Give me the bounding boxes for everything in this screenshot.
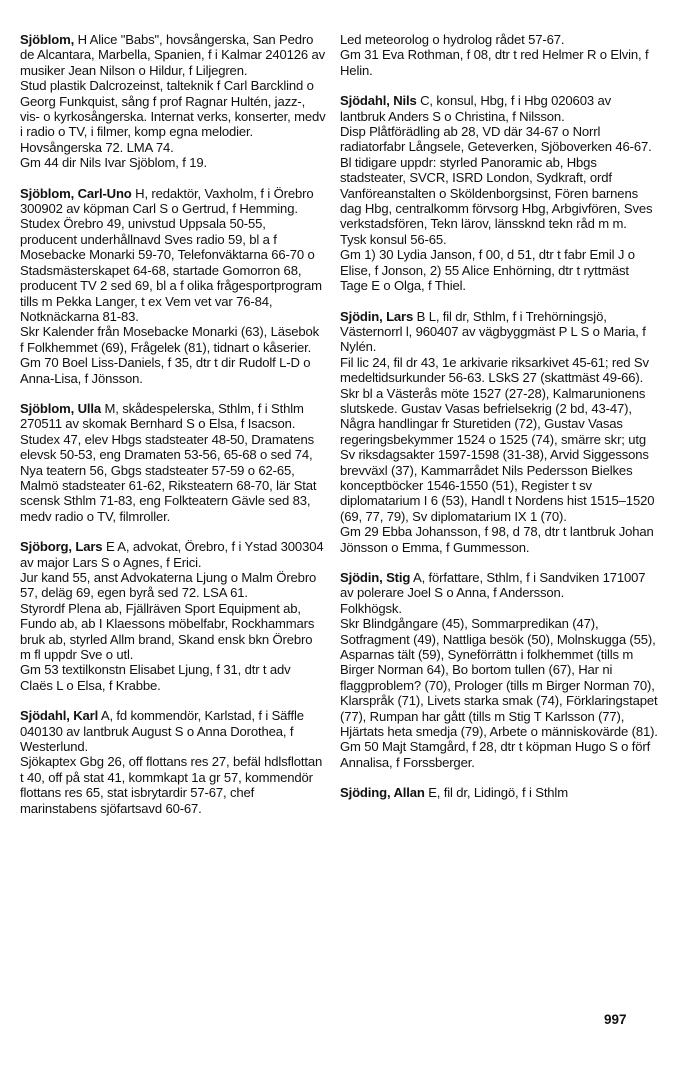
entry-text: Bl tidigare uppdr: styrled Panoramic ab, Hbgs stadsteater, SVCR, ISRD London, Sydkraft, ordf Vanföreanstalten o Sköldenborgsinst, Fören barnens dag Hbg, centralkomm förvsorg Hbg, Arbgivfören, Sves verkstadsfören, Tekn lärov, länssknd tekn råd m m.	[340, 154, 653, 232]
biography-entry	[340, 309, 658, 556]
biography-entry	[340, 570, 658, 770]
entry-name: Sjödahl, Karl	[20, 708, 99, 724]
entry-name: Sjödin, Lars	[340, 308, 414, 324]
entry-paragraph	[20, 601, 326, 663]
entry-paragraph	[20, 216, 326, 324]
entry-text: B L, fil dr, Sthlm, f i Trehörningsjö, Västernorrl l, 960407 av vägbyggmäst P L S o Maria, f Nylén.	[340, 308, 646, 355]
entry-paragraph	[20, 155, 326, 170]
entry-text: C, konsul, Hbg, f i Hbg 020603 av lantbruk Anders S o Christina, f Nilsson.	[340, 93, 611, 124]
entry-paragraph	[20, 355, 326, 386]
entry-first-line	[20, 186, 326, 217]
entry-text: Gm 1) 30 Lydia Janson, f 00, d 51, dtr t fabr Emil J o Elise, f Jonson, 2) 55 Alice Enhörning, dtr t ryttmäst Tage E o Olga, f Thiel.	[340, 247, 635, 294]
entry-name: Sjöborg, Lars	[20, 539, 103, 555]
entry-text: Skr Blindgångare (45), Sommarpredikan (47), Sotfragment (49), Nattliga besök (50), Molnskugga (55), Asparnas tält (59), Syneförrättn i folkhemmet (tills m Birger Norman 64), Bo bortom tullen (67), Har ni flaggproblem? (70), Prologer (tills m Birger Norman 70), Klarspråk (71), Livets starka smak (74), Förklaringstapet (77), Rumpan har gått (tills m Stig T Karlsson (77), Hjärtats heta smedja (79), Arbete o människovärde (81).	[340, 616, 658, 740]
entry-text: H, redaktör, Vaxholm, f i Örebro 300902 av köpman Carl S o Gertrud, f Hemming.	[20, 185, 314, 217]
entry-text: Folkhögsk.	[340, 600, 402, 616]
entry-paragraph	[20, 432, 326, 524]
entry-text: Led meteorolog o hydrolog rådet 57-67.	[340, 32, 565, 47]
entry-first-line	[340, 32, 658, 47]
entry-text: Gm 31 Eva Rothman, f 08, dtr t red Helmer R o Elvin, f Helin.	[340, 47, 649, 78]
entry-text: Sjökaptex Gbg 26, off flottans res 27, befäl hdlsflottan t 40, off på stat 41, kommkapt 1a gr 57, kommendör flottans res 65, stat isbrytardir 57-67, chef marinstabens sjöfartsavd 60-67.	[20, 754, 323, 816]
entry-paragraph	[340, 247, 658, 293]
entry-paragraph	[20, 78, 326, 140]
entry-paragraph	[20, 570, 326, 601]
entry-name: Sjöding, Allan	[340, 785, 425, 801]
entry-paragraph	[340, 124, 658, 155]
entry-text: Gm 50 Majt Stamgård, f 28, dtr t köpman Hugo S o förf Annalisa, f Forssberger.	[340, 739, 651, 770]
entry-paragraph	[340, 616, 658, 739]
entry-paragraph	[20, 754, 326, 816]
biography-entry	[340, 785, 658, 800]
entry-text: Jur kand 55, anst Advokaterna Ljung o Malm Örebro 57, deläg 69, egen byrå sed 72. LSA 61.	[20, 570, 317, 601]
entry-text: Tysk konsul 56-65.	[340, 231, 447, 247]
entry-text: Stud plastik Dalcrozeinst, talteknik f Carl Barcklind o Georg Funkquist, sång f prof Ragnar Hultén, jazz-, vis- o kyrkosångerska. Internat verks, konserter, medv i radio o TV, i filmer, komp egna melodier.	[20, 78, 326, 140]
entry-text: Hovsångerska 72. LMA 74.	[20, 139, 174, 155]
entry-first-line	[20, 32, 326, 78]
entry-text: A, författare, Sthlm, f i Sandviken 171007 av polerare Joel S o Anna, f Andersson.	[340, 570, 646, 601]
right-column	[340, 32, 658, 816]
entry-first-line	[340, 570, 658, 601]
entry-paragraph	[20, 324, 326, 355]
biography-entry	[20, 32, 326, 171]
entry-paragraph	[340, 601, 658, 616]
entry-text: Gm 53 textilkonstn Elisabet Ljung, f 31, dtr t adv Claës L o Elsa, f Krabbe.	[20, 662, 291, 693]
entry-first-line	[20, 401, 326, 432]
entry-text: E A, advokat, Örebro, f i Ystad 300304 av major Lars S o Agnes, f Erici.	[20, 539, 324, 570]
entry-name: Sjöblom,	[20, 32, 75, 47]
entry-paragraph	[340, 155, 658, 232]
biography-entry	[20, 186, 326, 386]
entry-text: Studex 47, elev Hbgs stadsteater 48-50, Dramatens elevsk 50-53, eng Dramaten 53-56, 65-68 o sed 74, Nya teatern 56, Gbgs stadsteater 57-59 o 62-65, Malmö stadsteater 61-62, Riksteatern 68-70, lär Stat scensk Sthlm 71-83, eng Folkteatern Gävle sed 83, medv radio o TV, filmroller.	[20, 431, 317, 524]
biography-entry	[20, 401, 326, 524]
biography-entry	[20, 539, 326, 693]
page-number: 997	[604, 1012, 627, 1027]
entry-paragraph	[340, 386, 658, 525]
entry-first-line	[340, 93, 658, 124]
entry-paragraph	[340, 355, 658, 386]
entry-name: Sjöblom, Ulla	[20, 400, 101, 416]
left-column	[20, 32, 326, 831]
entry-first-line	[20, 539, 326, 570]
entry-text: M, skådespelerska, Sthlm, f i Sthlm 270511 av skomak Bernhard S o Elsa, f Isacson.	[20, 400, 304, 432]
entry-text: A, fd kommendör, Karlstad, f i Säffle 040130 av lantbruk August S o Anna Dorothea, f Westerlund.	[20, 708, 304, 755]
entry-text: Styrordf Plena ab, Fjällräven Sport Equipment ab, Fundo ab, ab I Klaessons möbelfabr, Rockhammars bruk ab, styrled Allm brand, Skand ensk bkn Örebro m fl uppdr Sve o utl.	[20, 600, 315, 663]
entry-text: Skr bl a Västerås möte 1527 (27-28), Kalmarunionens slutskede. Gustav Vasas befrielsekrig (2 bd, 43-47), Några handlingar fr Sturetiden (72), Gustav Vasas regeringsbekymmer 1524 o 1525 (74), smärre skr; utg Sv riksdagsakter 1597-1598 (31-38), Arvid Siggessons brevväxl (37), Kammarrådet Nils Pedersson Bielkes konceptböcker 1546-1550 (51), Register t sv diplomatarium I 6 (53), Handl t Nordens hist 1515–1520 (69, 77, 79), Sv diplomatarium IX 1 (70).	[340, 385, 655, 524]
entry-first-line	[340, 785, 658, 800]
entry-text: Gm 44 dir Nils Ivar Sjöblom, f 19.	[20, 155, 208, 171]
entry-paragraph	[340, 232, 658, 247]
entry-first-line	[340, 309, 658, 355]
entry-text: Skr Kalender från Mosebacke Monarki (63), Läsebok f Folkhemmet (69), Frågelek (81), tidnart o kåserier.	[20, 324, 320, 355]
biography-entry	[340, 93, 658, 293]
biography-entry	[20, 708, 326, 816]
entry-text: Studex Örebro 49, univstud Uppsala 50-55, producent underhållnavd Sves radio 59, bl a f Mosebacke Monarki 59-70, Telefonväktarna 66-70 o Stadsmästerskapet 64-68, startade Gomorron 68, producent TV 2 sed 69, bl a f olika frågesportprogram tills m Pekka Langer, t ex Vem vet var 76-84, Notknäckarna 81-83.	[20, 216, 322, 324]
entry-paragraph	[340, 739, 658, 770]
entry-text: E, fil dr, Lidingö, f i Sthlm	[424, 785, 568, 801]
entry-first-line	[20, 708, 326, 754]
entry-text: Fil lic 24, fil dr 43, 1e arkivarie riksarkivet 45-61; red Sv medeltidsurkunder 56-63. LSkS 27 (skattmäst 49-66).	[340, 354, 649, 386]
entry-paragraph	[20, 140, 326, 155]
entry-paragraph	[20, 662, 326, 693]
entry-name: Sjödahl, Nils	[340, 93, 417, 109]
biography-entry	[340, 32, 658, 78]
entry-text: Disp Plåtförädling ab 28, VD där 34-67 o Norrl radiatorfabr Långsele, Geteverken, Sjöboverken 46-67.	[340, 124, 652, 155]
entry-text: Gm 29 Ebba Johansson, f 98, d 78, dtr t lantbruk Johan Jönsson o Emma, f Gummesson.	[340, 524, 654, 555]
entry-paragraph	[340, 47, 658, 78]
entry-name: Sjödin, Stig	[340, 570, 411, 585]
entry-text: H Alice "Babs", hovsångerska, San Pedro de Alcantara, Marbella, Spanien, f i Kalmar 240126 av musiker Jean Nilson o Hildur, f Liljegren.	[20, 32, 326, 78]
entry-text: Gm 70 Boel Liss-Daniels, f 35, dtr t dir Rudolf L-D o Anna-Lisa, f Jönsson.	[20, 355, 311, 386]
entry-name: Sjöblom, Carl-Uno	[20, 185, 132, 201]
entry-paragraph	[340, 524, 658, 555]
